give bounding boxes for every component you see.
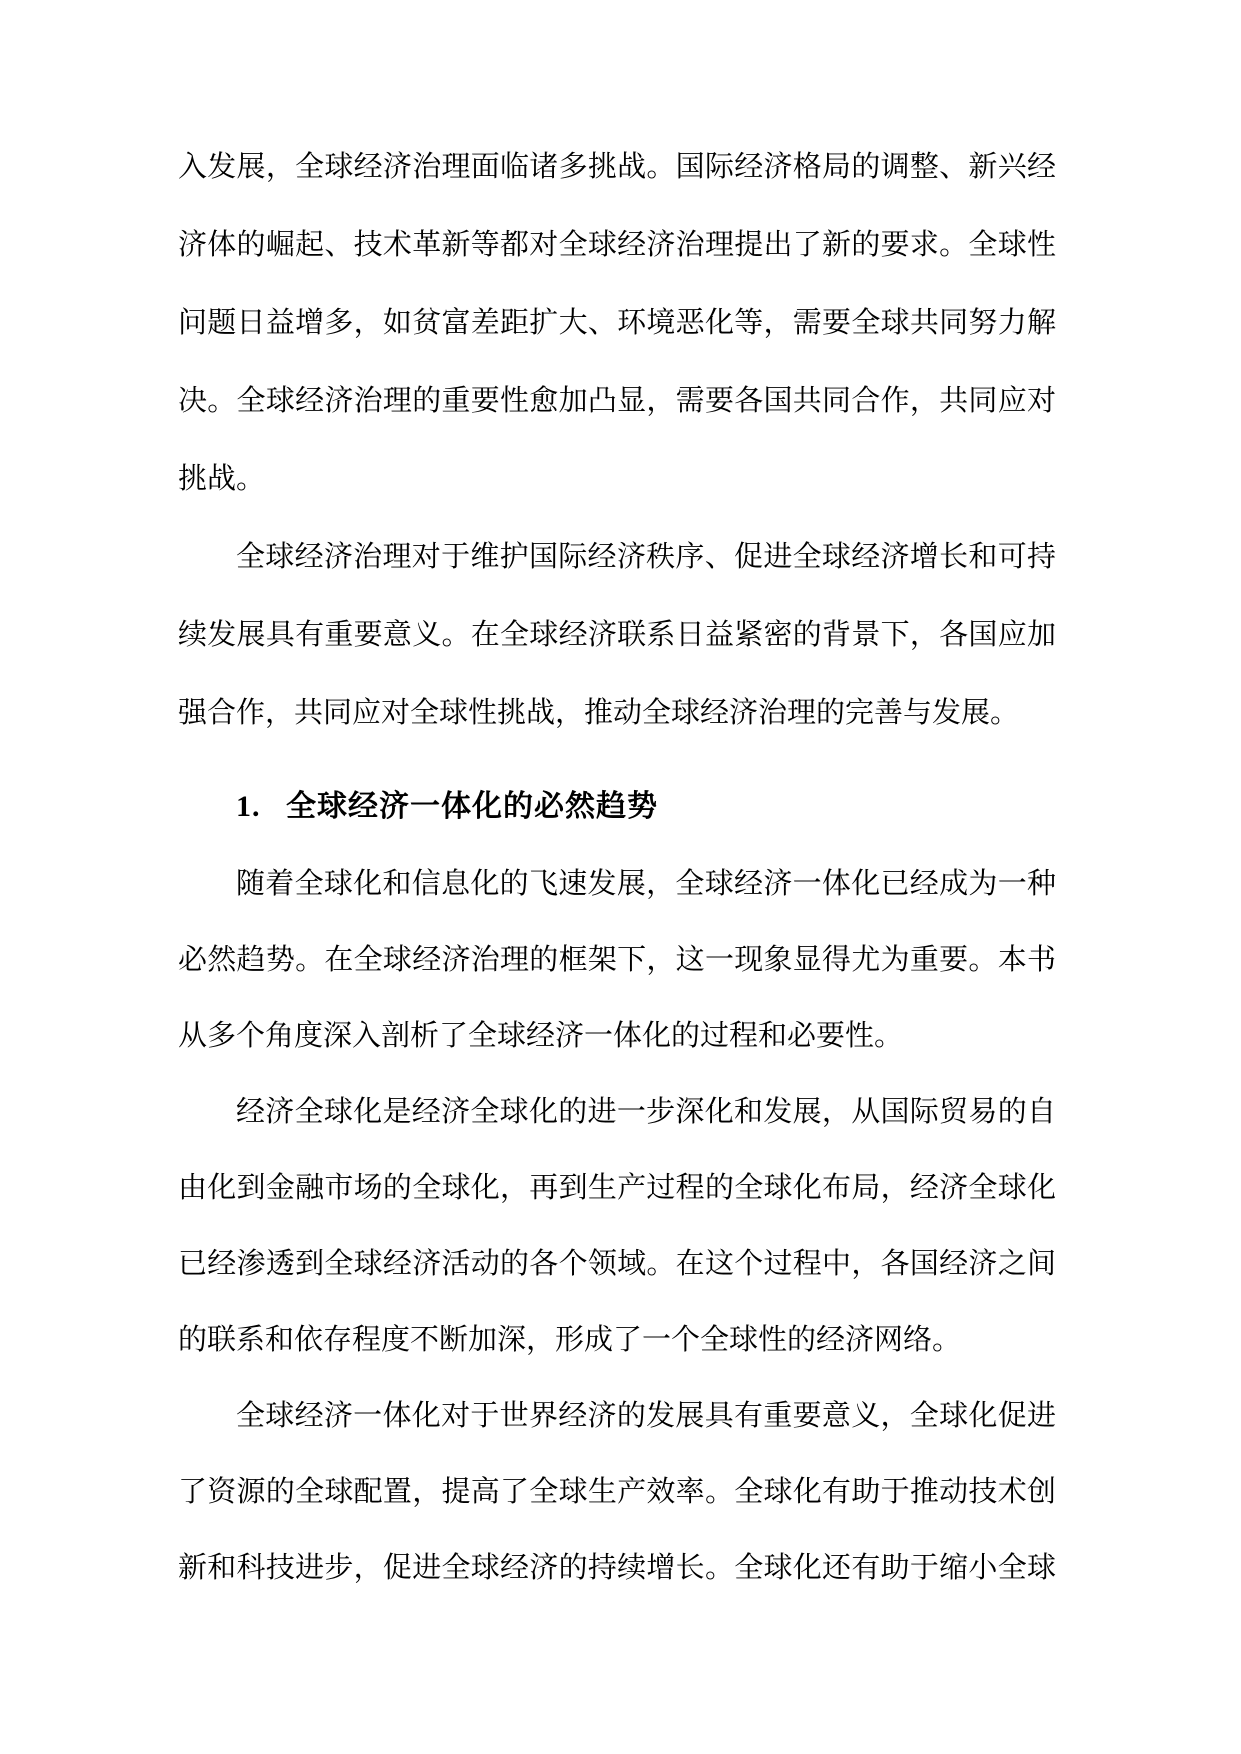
text-line: 续发展具有重要意义。在全球经济联系日益紧密的背景下，各国应加 <box>178 619 1056 651</box>
text-line: 全球经济治理对于维护国际经济秩序、促进全球经济增长和可持 <box>236 541 1056 573</box>
text-body <box>178 128 1056 1606</box>
text-line: 问题日益增多，如贫富差距扩大、环境恶化等，需要全球共同努力解 <box>178 307 1056 339</box>
text-line: 新和科技进步，促进全球经济的持续增长。全球化还有助于缩小全球 <box>178 1552 1056 1584</box>
section-heading <box>178 768 1056 846</box>
text-line: 决。全球经济治理的重要性愈加凸显，需要各国共同合作，共同应对 <box>178 385 1056 417</box>
text-line: 的联系和依存程度不断加深，形成了一个全球性的经济网络。 <box>178 1324 962 1356</box>
text-line: 济体的崛起、技术革新等都对全球经济治理提出了新的要求。全球性 <box>178 229 1056 261</box>
text-line: 强合作，共同应对全球性挑战，推动全球经济治理的完善与发展。 <box>178 697 1020 729</box>
text-line: 随着全球化和信息化的飞速发展，全球经济一体化已经成为一种 <box>236 868 1056 900</box>
text-line: 入发展，全球经济治理面临诸多挑战。国际经济格局的调整、新兴经 <box>178 151 1056 183</box>
heading-number: 1. <box>236 790 261 823</box>
text-line: 必然趋势。在全球经济治理的框架下，这一现象显得尤为重要。本书 <box>178 944 1056 976</box>
text-line: 从多个角度深入剖析了全球经济一体化的过程和必要性。 <box>178 1020 904 1052</box>
text-line: 了资源的全球配置，提高了全球生产效率。全球化有助于推动技术创 <box>178 1476 1056 1508</box>
text-line: 已经渗透到全球经济活动的各个领域。在这个过程中，各国经济之间 <box>178 1248 1056 1280</box>
heading-text: 全球经济一体化的必然趋势 <box>286 790 658 823</box>
text-line: 经济全球化是经济全球化的进一步深化和发展，从国际贸易的自 <box>236 1096 1056 1128</box>
text-line: 全球经济一体化对于世界经济的发展具有重要意义，全球化促进 <box>236 1400 1056 1432</box>
text-line: 挑战。 <box>178 463 266 495</box>
text-line: 由化到金融市场的全球化，再到生产过程的全球化布局，经济全球化 <box>178 1172 1056 1204</box>
